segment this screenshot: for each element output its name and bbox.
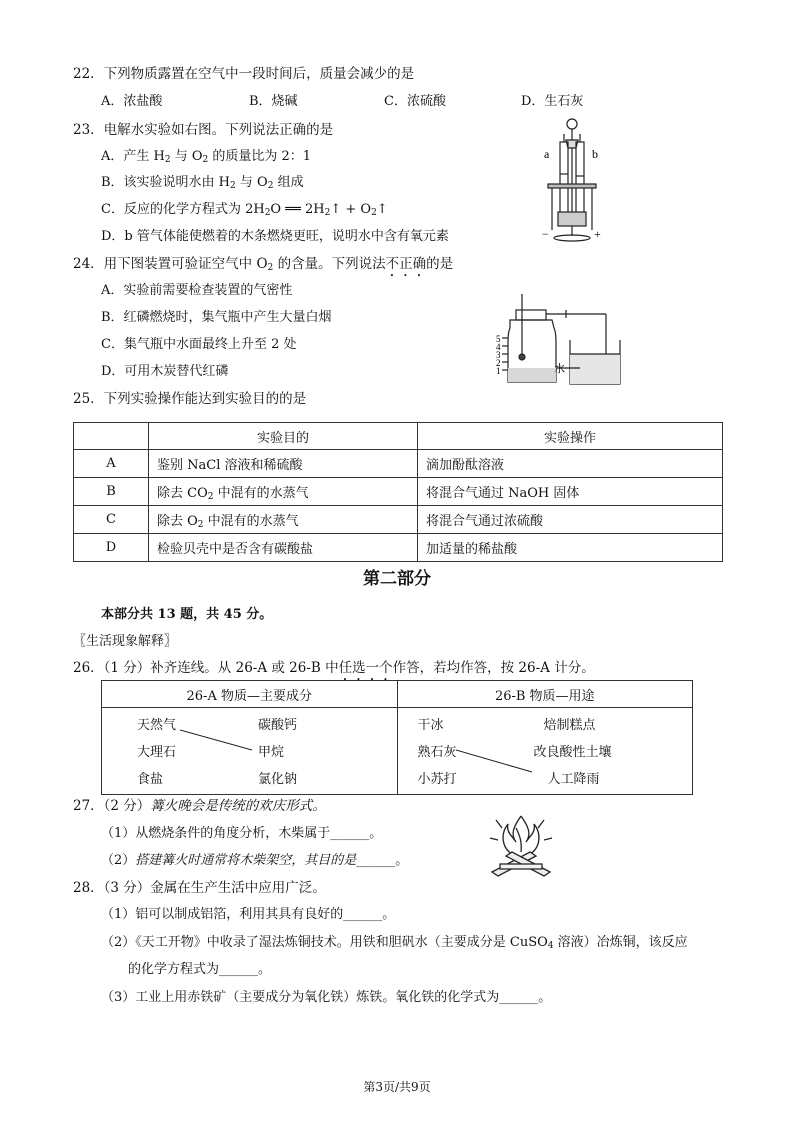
row-key: C <box>74 506 149 534</box>
q26-head-b: 26-B 物质—用途 <box>397 681 693 708</box>
part2-summary: 本部分共 13 题，共 45 分。 <box>101 607 273 622</box>
row-goal: 检验贝壳中是否含有碳酸盐 <box>149 534 418 562</box>
tube-b-label: b <box>592 147 598 161</box>
q24-option-c: C．集气瓶中水面最终上升至 2 处 <box>101 337 297 352</box>
q24-option-a: A．实验前需要检查装置的气密性 <box>101 283 293 298</box>
plus-electrode-label: + <box>594 227 601 241</box>
q26-matching-table <box>101 680 693 795</box>
header-operation: 实验操作 <box>418 423 723 450</box>
q22-stem: 22．下列物质露置在空气中一段时间后，质量会减少的是 <box>73 66 415 82</box>
row-key: B <box>74 478 149 506</box>
tube-a-label: a <box>544 147 550 161</box>
oxygen-content-apparatus-figure <box>496 292 622 388</box>
q24-option-d: D．可用木炭替代红磷 <box>101 364 229 379</box>
q23-option-c: C．反应的化学方程式为 $2H_2O$ ══ $2H_2↑$ + $O_2↑$ <box>101 202 388 218</box>
q27-part2: （2）搭建篝火时通常将木柴架空，其目的是______。 <box>101 853 409 868</box>
row-operation: 将混合气通过浓硫酸 <box>418 506 723 534</box>
header-key <box>74 423 149 450</box>
b-left-item: 小苏打 <box>417 772 457 787</box>
b-left-item: 熟石灰 <box>417 745 457 760</box>
q23-option-b: B．该实验说明水由 $H_2$ 与 $O_2$ 组成 <box>101 175 304 191</box>
q28-part2: （2）《天工开物》中收录了湿法炼铜技术。用铁和胆矾水（主要成分是 CuSO$_4$ 溶液）冶炼铜，该反应 <box>101 935 688 951</box>
a-connecting-line <box>180 718 256 754</box>
q22-option-c: C．浓硫酸 <box>384 94 446 109</box>
q22-option-d: D．生石灰 <box>521 94 584 109</box>
q23-stem: 23．电解水实验如右图。下列说法正确的是 <box>73 122 334 138</box>
b-left-item: 干冰 <box>417 718 444 733</box>
part2-title: 第二部分 <box>363 569 431 589</box>
scale-mark-4: 4 <box>496 342 501 352</box>
scale-mark-5: 5 <box>496 334 501 344</box>
q28-part2-line2: 的化学方程式为______。 <box>128 962 272 977</box>
row-operation: 将混合气通过 NaOH 固体 <box>418 478 723 506</box>
q26-stem: 26．（1 分）补齐连线。从 26-A 或 26-B 中任选一个作答，若均作答，按 26-A 计分。 <box>73 660 595 676</box>
row-goal: 除去 $CO_2$ 中混有的水蒸气 <box>149 478 418 506</box>
q25-stem: 25．下列实验操作能达到实验目的的是 <box>73 391 307 407</box>
q26-panel-a <box>102 708 398 795</box>
a-right-item: 氯化钠 <box>258 772 298 787</box>
table-row <box>74 450 723 478</box>
q28-stem: 28．（3 分）金属在生产生活中应用广泛。 <box>73 880 326 896</box>
q25-table <box>73 422 723 562</box>
q23-option-a: A．产生 $H_2$ 与 $O_2$ 的质量比为 2：1 <box>101 149 312 165</box>
q26-panel-b <box>397 708 693 795</box>
row-operation: 滴加酚酞溶液 <box>418 450 723 478</box>
q27-stem: 27．（2 分）篝火晚会是传统的欢庆形式。 <box>73 798 326 814</box>
electrolysis-apparatus-figure <box>536 114 608 246</box>
header-goal: 实验目的 <box>149 423 418 450</box>
minus-electrode-label: − <box>542 227 549 241</box>
page-number: 第3页/共9页 <box>363 1080 431 1094</box>
scale-mark-2: 2 <box>496 358 501 368</box>
q26-head-a: 26-A 物质—主要成分 <box>102 681 398 708</box>
q28-part1: （1）铝可以制成铝箔，利用其具有良好的______。 <box>101 907 396 922</box>
q24-stem: 24．用下图装置可验证空气中 $O_2$ 的含量。下列说法不正确的是 <box>73 256 454 273</box>
q22-option-a: A．浓盐酸 <box>101 94 163 109</box>
row-goal: 除去 $O_2$ 中混有的水蒸气 <box>149 506 418 534</box>
table-row <box>74 534 723 562</box>
bonfire-icon <box>486 808 556 880</box>
row-goal: 鉴别 NaCl 溶液和稀硫酸 <box>149 450 418 478</box>
row-operation: 加适量的稀盐酸 <box>418 534 723 562</box>
q28-part3: （3）工业上用赤铁矿（主要成分为氧化铁）炼铁。氧化铁的化学式为______。 <box>101 990 552 1005</box>
a-right-item: 碳酸钙 <box>258 718 298 733</box>
a-left-item: 大理石 <box>137 745 177 760</box>
row-key: D <box>74 534 149 562</box>
table-header-row <box>74 423 723 450</box>
q27-part1: （1）从燃烧条件的角度分析，木柴属于______。 <box>101 826 383 841</box>
a-right-item: 甲烷 <box>258 745 285 760</box>
a-left-item: 食盐 <box>137 772 164 787</box>
table-row <box>74 478 723 506</box>
b-connecting-line <box>456 748 534 774</box>
a-left-item: 天然气 <box>137 718 177 733</box>
scale-mark-3: 3 <box>496 350 501 360</box>
row-key: A <box>74 450 149 478</box>
b-right-item: 人工降雨 <box>547 772 600 787</box>
b-right-item: 焙制糕点 <box>543 718 596 733</box>
category-heading: 〖生活现象解释〗 <box>73 634 178 649</box>
water-label: 水 <box>554 362 565 375</box>
b-right-item: 改良酸性土壤 <box>533 745 612 760</box>
table-row <box>74 506 723 534</box>
scale-mark-1: 1 <box>496 366 501 376</box>
q23-option-d: D．b 管气体能使燃着的木条燃烧更旺，说明水中含有氧元素 <box>101 229 449 244</box>
q22-option-b: B．烧碱 <box>249 94 298 109</box>
q24-option-b: B．红磷燃烧时，集气瓶中产生大量白烟 <box>101 310 332 325</box>
